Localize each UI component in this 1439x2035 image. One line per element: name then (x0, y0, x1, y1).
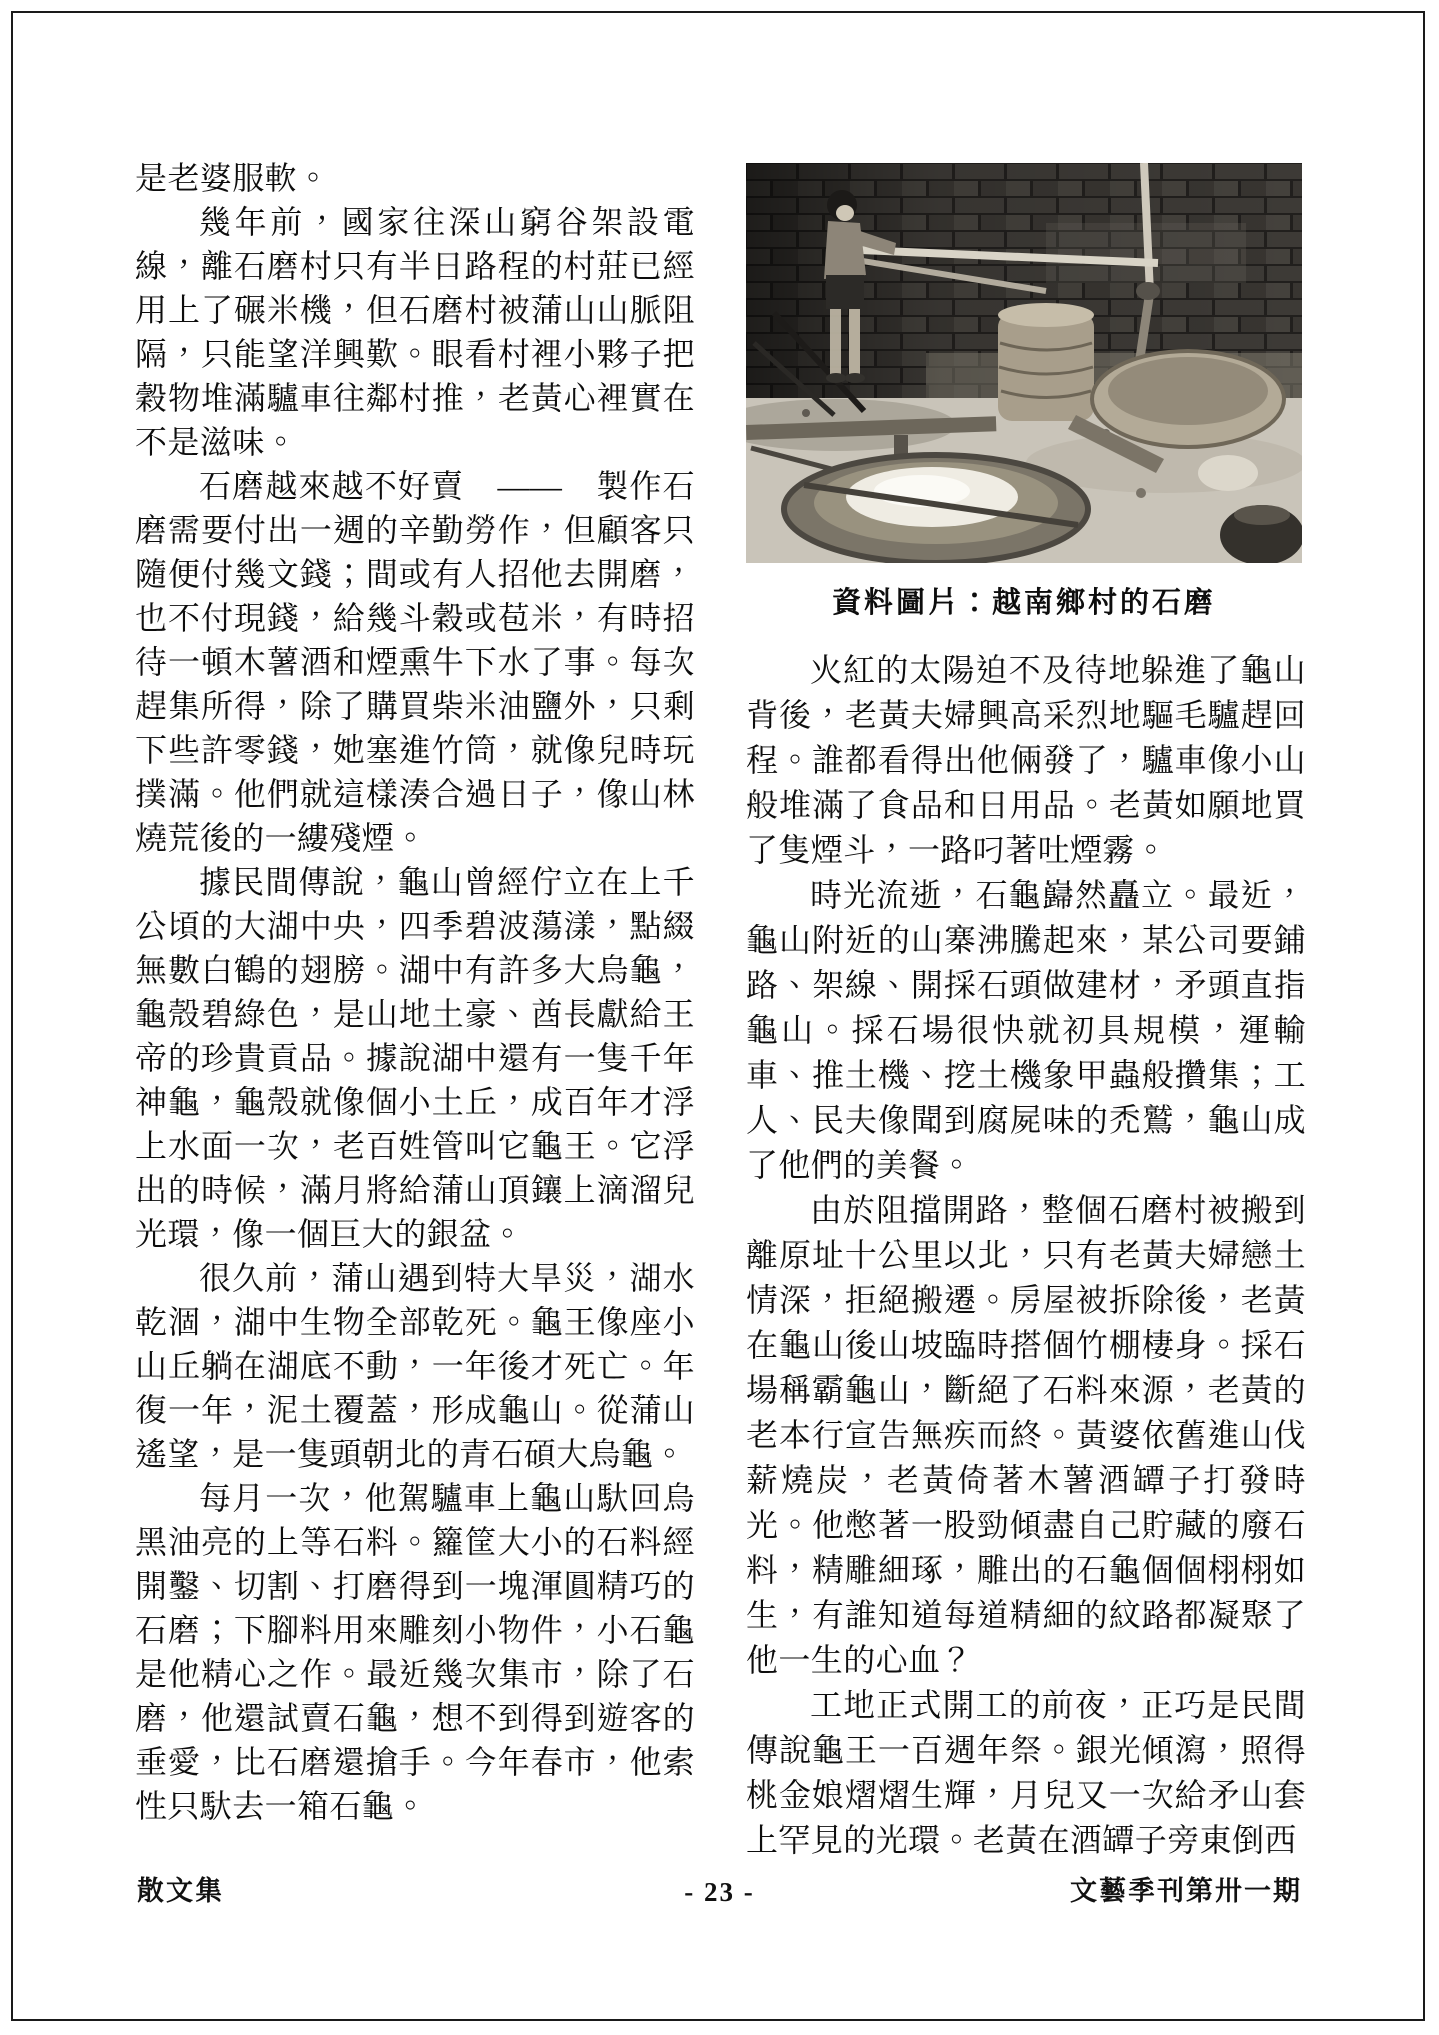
paragraph: 時光流逝，石龜巋然矗立。最近，龜山附近的山寨沸騰起來，某公司要鋪路、架線、開採石頭做建材，矛頭直指龜山。採石場很快就初具規模，運輸車、推土機、挖土機象甲蟲般攢集；工人、民夫像聞到腐屍味的禿鷲，龜山成了他們的美餐。 (746, 877, 1306, 1183)
photo-stone-mill (746, 163, 1302, 563)
woven-basket (998, 303, 1094, 421)
paragraph: 每月一次，他駕驢車上龜山馱回烏黑油亮的上等石料。籮筐大小的石料經開鑿、切割、打磨得到一塊渾圓精巧的石磨；下腳料用來雕刻小物件，小石龜是他精心之作。最近幾次集市，除了石磨，他還試賣石龜，想不到得到遊客的垂愛，比石磨還搶手。今年春市，他索性只馱去一箱石龜。 (135, 1480, 695, 1824)
left-text-column (135, 156, 695, 1828)
paragraph: 很久前，蒲山遇到特大旱災，湖水乾涸，湖中生物全部乾死。龜王像座小山丘躺在湖底不動，一年後才死亡。年復一年，泥土覆蓋，形成龜山。從蒲山遙望，是一隻頭朝北的青石碩大烏龜。 (135, 1260, 695, 1472)
paragraph: 由於阻擋開路，整個石磨村被搬到離原址十公里以北，只有老黃夫婦戀土情深，拒絕搬遷。房屋被拆除後，老黃在龜山後山坡臨時搭個竹棚棲身。採石場稱霸龜山，斷絕了石料來源，老黃的老本行宣告無疾而終。黃婆依舊進山伐薪燒炭，老黃倚著木薯酒罈子打發時光。他憋著一股勁傾盡自己貯藏的廢石料，精雕細琢，雕出的石龜個個栩栩如生，有誰知道每道精細的紋路都凝聚了他一生的心血？ (746, 1192, 1306, 1678)
footer-page-number: - 23 - (684, 1877, 755, 1907)
footer-journal-issue: 文藝季刊第卅一期 (1070, 1876, 1302, 1907)
round-basket (1092, 351, 1284, 447)
paragraph: 石磨越來越不好賣 —— 製作石磨需要付出一週的辛勤勞作，但顧客只隨便付幾文錢；間或有人招他去開磨，也不付現錢，給幾斗穀或苞米，有時招待一頓木薯酒和煙熏牛下水了事。每次趕集所得，除了購買柴米油鹽外，只剩下些許零錢，她塞進竹筒，就像兒時玩撲滿。他們就這樣湊合過日子，像山林燒荒後的一縷殘煙。 (135, 468, 695, 856)
paragraph: 是老婆服軟。 (135, 160, 330, 196)
footer-collection-title: 散文集 (137, 1876, 224, 1907)
photo-illustration (746, 163, 1302, 563)
page-footer (0, 1872, 1439, 1916)
mill-stone (784, 455, 1088, 563)
paragraph: 幾年前，國家往深山窮谷架設電線，離石磨村只有半日路程的村莊已經用上了碾米機，但石磨村被蒲山山脈阻隔，只能望洋興歎。眼看村裡小夥子把穀物堆滿驢車往鄰村推，老黃心裡實在不是滋味。 (135, 204, 695, 460)
paragraph: 工地正式開工的前夜，正巧是民間傳說龜王一百週年祭。銀光傾瀉，照得桃金娘熠熠生輝，月兒又一次給矛山套上罕見的光環。老黃在酒罈子旁東倒西 (746, 1687, 1306, 1858)
photo-caption: 資料圖片：越南鄉村的石磨 (831, 587, 1216, 619)
paragraph: 火紅的太陽迫不及待地躲進了龜山背後，老黃夫婦興高采烈地驅毛驢趕回程。誰都看得出他倆發了，驢車像小山般堆滿了食品和日用品。老黃如願地買了隻煙斗，一路叼著吐煙霧。 (746, 652, 1306, 868)
right-text-column (746, 648, 1306, 1863)
paragraph: 據民間傳說，龜山曾經佇立在上千公頃的大湖中央，四季碧波蕩漾，點綴無數白鶴的翅膀。湖中有許多大烏龜，龜殼碧綠色，是山地土豪、酋長獻給王帝的珍貴貢品。據說湖中還有一隻千年神龜，龜殼就像個小土丘，成百年才浮上水面一次，老百姓管叫它龜王。它浮出的時候，滿月將給蒲山頂鑲上滴溜兒光環，像一個巨大的銀盆。 (135, 864, 695, 1252)
